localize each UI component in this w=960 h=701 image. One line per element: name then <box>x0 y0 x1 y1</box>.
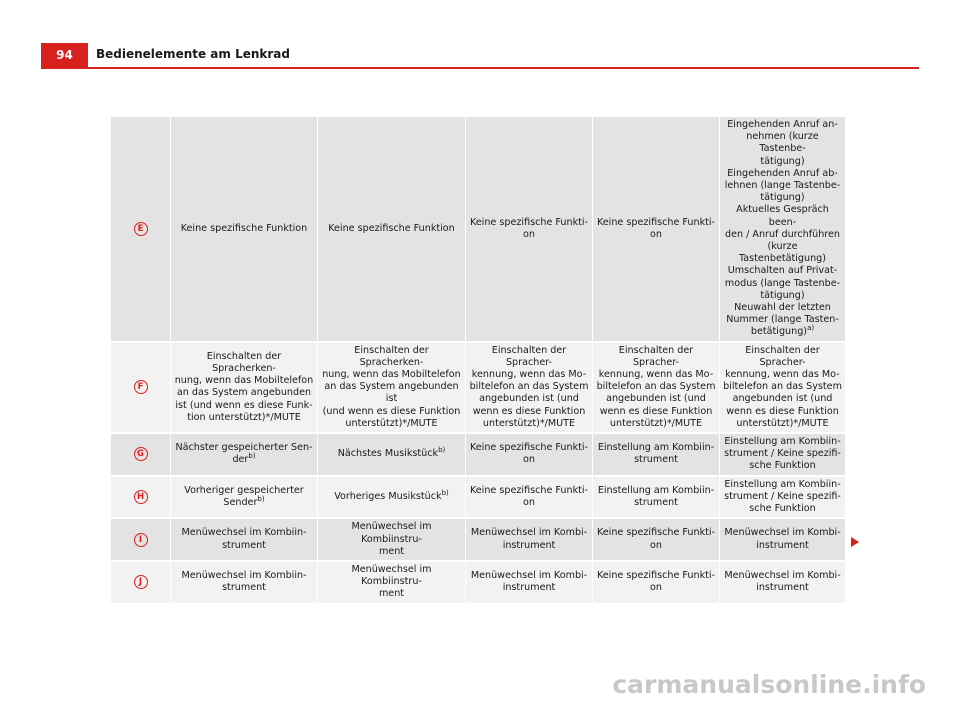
function-cell <box>466 562 593 605</box>
key-cell <box>111 343 171 434</box>
key-cell <box>111 477 171 520</box>
control-key-icon: F <box>134 380 148 394</box>
function-cell <box>171 477 318 520</box>
cell-text: Einstellung am Kombiin- strument / Keine spezifi- sche Funktion <box>724 436 841 472</box>
function-cell <box>593 519 720 562</box>
function-cell <box>466 117 593 343</box>
function-cell <box>318 477 466 520</box>
table-row <box>111 434 846 477</box>
footnote-marker: b) <box>257 494 265 503</box>
cell-text: Keine spezifische Funkti- on <box>469 442 589 466</box>
watermark: carmanualsonline.info <box>612 670 926 699</box>
cell-text: Menüwechsel im Kombiinstru- ment <box>351 563 432 600</box>
function-cell <box>171 562 318 605</box>
function-cell <box>466 434 593 477</box>
function-cell <box>720 519 846 562</box>
function-cell <box>593 343 720 434</box>
function-cell <box>318 519 466 562</box>
cell-text: Einschalten der Spracher- kennung, wenn das Mo- biltelefon an das System angebunden ist (und wenn es diese Funktion unterstützt)*/MUTE <box>723 344 842 429</box>
table-row <box>111 343 846 434</box>
control-key-icon: G <box>134 447 148 461</box>
table-row <box>111 562 846 605</box>
control-key-icon: I <box>134 533 148 547</box>
cell-text: Menüwechsel im Kombiin- strument <box>181 570 307 594</box>
cell-text: Vorheriger gespeicherter Sender <box>184 484 304 508</box>
function-cell <box>720 562 846 605</box>
function-cell <box>318 434 466 477</box>
continue-arrow-icon <box>851 537 859 547</box>
page-header <box>41 43 919 69</box>
function-cell <box>171 343 318 434</box>
cell-text: Einschalten der Spracherken- nung, wenn das Mobiltelefon an das System angebunden ist (und wenn es diese Funk- tion unterstützt)*/MUTE <box>174 350 314 423</box>
cell-text: Eingehenden Anruf an- nehmen (kurze Tastenbe- tätigung) Eingehenden Anruf ab- lehnen (lange Tastenbe- tätigung) Aktuelles Gespräch been- den / Anruf durchführen (kurze Tastenbetätigung) Umschalten auf Privat- modus (lange Tastenbe- tätigung) Neuwahl der letzten Nummer (lange Tasten- betätigung) <box>724 119 841 338</box>
control-key-icon: H <box>134 490 148 504</box>
table-row <box>111 519 846 562</box>
cell-text: Keine spezifische Funkti- on <box>596 570 716 594</box>
footnote-marker: b) <box>438 446 446 455</box>
function-cell <box>466 519 593 562</box>
cell-text: Nächstes Musikstück <box>337 448 439 460</box>
table-row <box>111 117 846 343</box>
page-number: 94 <box>41 43 88 67</box>
function-cell <box>171 117 318 343</box>
cell-text: Menüwechsel im Kombi- instrument <box>724 527 841 551</box>
cell-text: Einstellung am Kombiin- strument <box>597 484 715 508</box>
function-cell <box>593 434 720 477</box>
function-table <box>111 117 846 605</box>
cell-text: Vorheriges Musikstück <box>334 490 442 502</box>
function-cell <box>466 477 593 520</box>
cell-text: Menüwechsel im Kombiin- strument <box>181 527 307 551</box>
key-cell <box>111 117 171 343</box>
cell-text: Keine spezifische Funkti- on <box>469 484 589 508</box>
function-cell <box>318 117 466 343</box>
function-cell <box>720 117 846 343</box>
control-key-icon: J <box>134 575 148 589</box>
function-cell <box>720 343 846 434</box>
footnote-marker: b) <box>248 452 256 461</box>
function-cell <box>720 477 846 520</box>
table-body <box>111 117 846 605</box>
function-cell <box>466 343 593 434</box>
cell-text: Keine spezifische Funkti- on <box>596 527 716 551</box>
function-cell <box>593 562 720 605</box>
function-cell <box>593 117 720 343</box>
function-cell <box>318 562 466 605</box>
function-cell <box>171 519 318 562</box>
cell-text: Einstellung am Kombiin- strument / Keine spezifi- sche Funktion <box>724 478 841 515</box>
page-title: Bedienelemente am Lenkrad <box>96 47 290 61</box>
cell-text: Keine spezifische Funktion <box>180 222 308 234</box>
key-cell <box>111 434 171 477</box>
cell-text: Menüwechsel im Kombi- instrument <box>470 527 588 551</box>
footnote-marker: a) <box>807 324 815 333</box>
control-key-icon: E <box>134 222 148 236</box>
function-cell <box>318 343 466 434</box>
cell-text: Einstellung am Kombiin- strument <box>597 442 715 466</box>
cell-text: Menüwechsel im Kombi- instrument <box>724 570 841 594</box>
key-cell <box>111 519 171 562</box>
footnote-marker: b) <box>441 488 449 497</box>
cell-text: Menüwechsel im Kombi- instrument <box>470 570 588 594</box>
table-row <box>111 477 846 520</box>
cell-text: Keine spezifische Funkti- on <box>596 216 716 240</box>
header-rule <box>41 67 919 69</box>
cell-text: Einschalten der Spracher- kennung, wenn das Mo- biltelefon an das System angebunden ist (und wenn es diese Funktion unterstützt)*/MUTE <box>469 344 589 429</box>
cell-text: Keine spezifische Funktion <box>328 222 455 234</box>
cell-text: Einschalten der Spracher- kennung, wenn das Mo- biltelefon an das System angebunden ist (und wenn es diese Funktion unterstützt)*/MUTE <box>596 344 716 429</box>
cell-text: Einschalten der Spracherken- nung, wenn das Mobiltelefon an das System angebunden ist (und wenn es diese Funktion unterstützt)*/MUTE <box>322 344 461 429</box>
function-cell <box>720 434 846 477</box>
cell-text: Keine spezifische Funkti- on <box>469 216 589 240</box>
cell-text: Nächster gespeicherter Sen- der <box>175 442 313 466</box>
function-cell <box>593 477 720 520</box>
key-cell <box>111 562 171 605</box>
function-cell <box>171 434 318 477</box>
cell-text: Menüwechsel im Kombiinstru- ment <box>351 521 432 557</box>
